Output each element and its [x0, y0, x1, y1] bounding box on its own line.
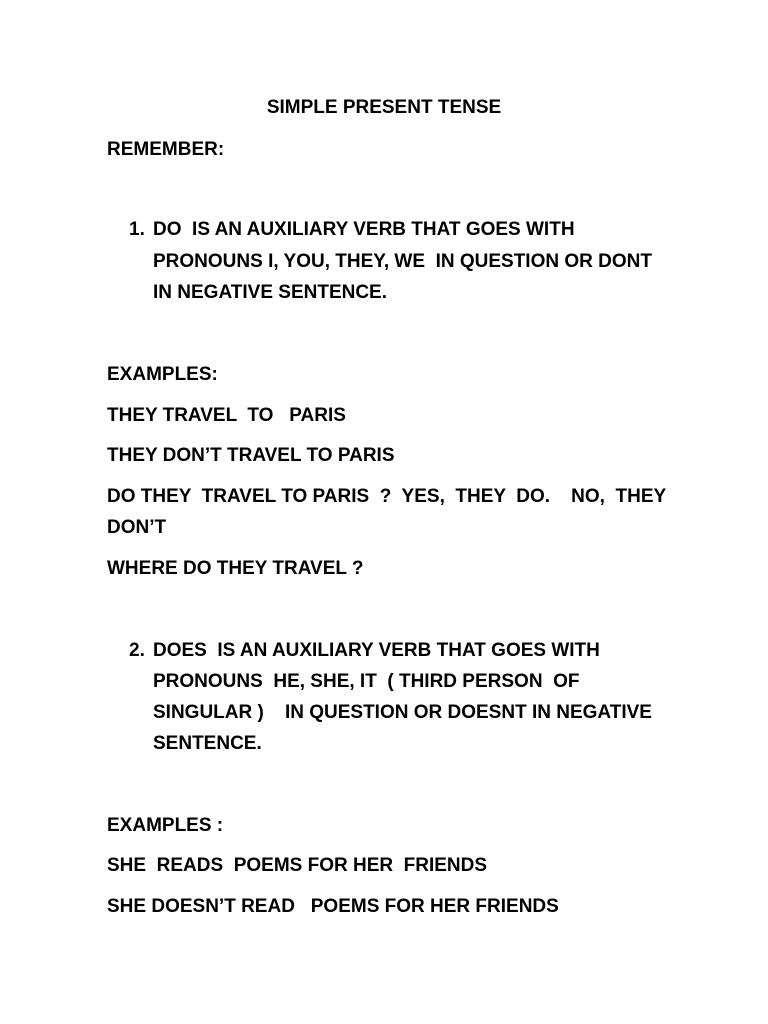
example-line: SHE DOESN’T READ POEMS FOR HER FRIENDS	[107, 896, 559, 917]
remember-label: REMEMBER:	[107, 139, 225, 160]
page-title: SIMPLE PRESENT TENSE	[266, 97, 502, 118]
point2-line: SINGULAR ) IN QUESTION OR DOESNT IN NEGATIVE	[153, 702, 652, 723]
point2-line: PRONOUNS HE, SHE, IT ( THIRD PERSON OF	[153, 671, 580, 692]
point1-line: PRONOUNS I, YOU, THEY, WE IN QUESTION OR DONT	[153, 251, 652, 272]
example-line: THEY DON’T TRAVEL TO PARIS	[107, 445, 395, 466]
point2-number: 2.	[129, 640, 145, 661]
point1-line: IN NEGATIVE SENTENCE.	[153, 282, 388, 303]
examples2-label: EXAMPLES :	[107, 815, 224, 836]
point1-number: 1.	[129, 219, 145, 240]
example-line: DON’T	[107, 517, 167, 538]
point1-line: DO IS AN AUXILIARY VERB THAT GOES WITH	[153, 219, 575, 240]
example-line: SHE READS POEMS FOR HER FRIENDS	[107, 855, 488, 876]
point2-line: DOES IS AN AUXILIARY VERB THAT GOES WITH	[153, 640, 600, 661]
example-line: THEY TRAVEL TO PARIS	[107, 405, 346, 426]
example-line: DO THEY TRAVEL TO PARIS ? YES, THEY DO. NO, THEY	[107, 486, 667, 507]
example-line: WHERE DO THEY TRAVEL ?	[107, 558, 364, 579]
point2-line: SENTENCE.	[153, 733, 262, 754]
examples1-label: EXAMPLES:	[107, 364, 218, 385]
